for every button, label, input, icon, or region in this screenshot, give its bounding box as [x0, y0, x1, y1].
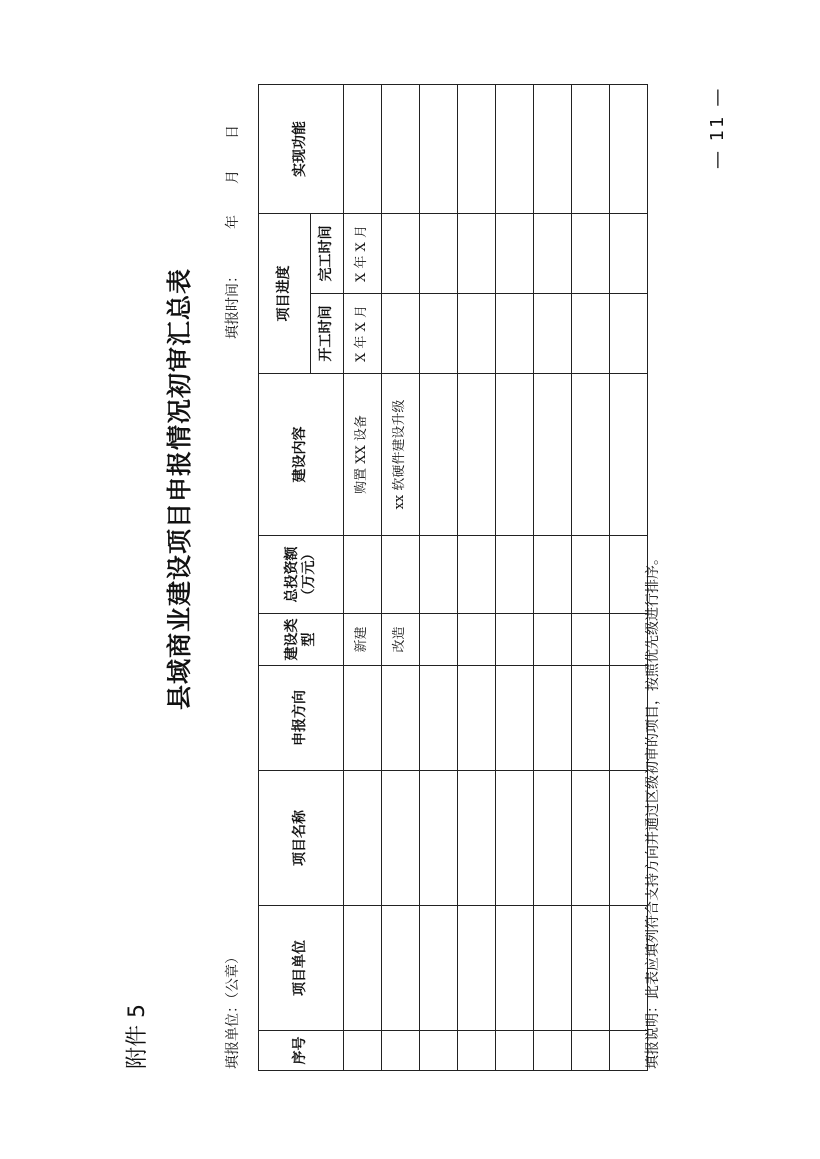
- cell-seq: [458, 1031, 496, 1071]
- header-function: 实现功能: [259, 85, 344, 214]
- cell-name: [534, 771, 572, 906]
- cell-name: [420, 771, 458, 906]
- cell-unit: [382, 906, 420, 1031]
- cell-direction: [458, 666, 496, 771]
- summary-table: [258, 84, 648, 1071]
- cell-direction: [496, 666, 534, 771]
- cell-function: [572, 85, 610, 214]
- cell-seq: [344, 1031, 382, 1071]
- header-start-time: 开工时间: [311, 294, 344, 374]
- cell-seq: [534, 1031, 572, 1071]
- cell-investment: [420, 536, 458, 614]
- cell-investment: [382, 536, 420, 614]
- cell-content: [420, 374, 458, 536]
- cell-build-type: [572, 614, 610, 666]
- cell-content: 购置 XX 设备: [344, 374, 382, 536]
- page-number: — 11 —: [707, 86, 728, 169]
- cell-end: X 年 X 月: [344, 214, 382, 294]
- cell-function: [458, 85, 496, 214]
- cell-start: [496, 294, 534, 374]
- cell-end: [610, 214, 648, 294]
- cell-start: [382, 294, 420, 374]
- cell-investment: [458, 536, 496, 614]
- cell-content: [496, 374, 534, 536]
- cell-start: [420, 294, 458, 374]
- cell-unit: [572, 906, 610, 1031]
- cell-end: [534, 214, 572, 294]
- cell-unit: [344, 906, 382, 1031]
- cell-content: [572, 374, 610, 536]
- table-row: [382, 85, 420, 1071]
- table-row: [572, 85, 610, 1071]
- cell-unit: [420, 906, 458, 1031]
- cell-function: [382, 85, 420, 214]
- cell-investment: [572, 536, 610, 614]
- cell-investment: [344, 536, 382, 614]
- cell-function: [534, 85, 572, 214]
- fill-date-day: 日: [225, 125, 241, 139]
- cell-start: [610, 294, 648, 374]
- cell-seq: [496, 1031, 534, 1071]
- header-build-type: 建设类型: [259, 614, 344, 666]
- header-investment: 总投资额（万元）: [259, 536, 344, 614]
- cell-build-type: [534, 614, 572, 666]
- cell-start: [572, 294, 610, 374]
- cell-content: xx 软硬件建设升级: [382, 374, 420, 536]
- fill-unit-label: 填报单位：（公章）: [225, 950, 241, 1069]
- header-progress: 项目进度: [259, 214, 311, 374]
- table-row: [420, 85, 458, 1071]
- cell-build-type: [458, 614, 496, 666]
- cell-direction: [420, 666, 458, 771]
- cell-seq: [572, 1031, 610, 1071]
- cell-end: [496, 214, 534, 294]
- cell-name: [458, 771, 496, 906]
- header-end-time: 完工时间: [311, 214, 344, 294]
- cell-function: [496, 85, 534, 214]
- header-unit: 项目单位: [259, 906, 344, 1031]
- header-name: 项目名称: [259, 771, 344, 906]
- table-body: [344, 85, 648, 1071]
- cell-investment: [496, 536, 534, 614]
- cell-name: [344, 771, 382, 906]
- fill-note: 填报说明：此表应填列符合支持方向并通过区级初审的项目，按照优先级进行排序。: [645, 551, 661, 1069]
- cell-seq: [382, 1031, 420, 1071]
- cell-end: [382, 214, 420, 294]
- header-seq: 序号: [259, 1031, 344, 1071]
- fill-date-month: 月: [225, 170, 241, 184]
- cell-direction: [534, 666, 572, 771]
- page-title: 县域商业建设项目申报情况初审汇总表: [165, 268, 194, 711]
- table-row: [534, 85, 572, 1071]
- cell-start: X 年 X 月: [344, 294, 382, 374]
- cell-build-type: [420, 614, 458, 666]
- cell-direction: [572, 666, 610, 771]
- cell-investment: [534, 536, 572, 614]
- cell-end: [572, 214, 610, 294]
- cell-name: [572, 771, 610, 906]
- cell-build-type: 改造: [382, 614, 420, 666]
- cell-content: [458, 374, 496, 536]
- fill-date-year: 年: [225, 215, 241, 229]
- cell-name: [496, 771, 534, 906]
- fill-date-label: 填报时间：: [225, 269, 241, 339]
- cell-unit: [458, 906, 496, 1031]
- table-row: [344, 85, 382, 1071]
- cell-function: [344, 85, 382, 214]
- cell-end: [420, 214, 458, 294]
- cell-direction: [382, 666, 420, 771]
- cell-unit: [496, 906, 534, 1031]
- cell-build-type: 新建: [344, 614, 382, 666]
- table-row: [496, 85, 534, 1071]
- cell-direction: [344, 666, 382, 771]
- header-content: 建设内容: [259, 374, 344, 536]
- cell-content: [534, 374, 572, 536]
- cell-name: [382, 771, 420, 906]
- cell-function: [420, 85, 458, 214]
- cell-content: [610, 374, 648, 536]
- cell-start: [458, 294, 496, 374]
- cell-function: [610, 85, 648, 214]
- cell-end: [458, 214, 496, 294]
- header-direction: 申报方向: [259, 666, 344, 771]
- cell-start: [534, 294, 572, 374]
- cell-build-type: [496, 614, 534, 666]
- table-row: [458, 85, 496, 1071]
- cell-unit: [534, 906, 572, 1031]
- attachment-label: 附件 5: [125, 1004, 150, 1069]
- cell-seq: [420, 1031, 458, 1071]
